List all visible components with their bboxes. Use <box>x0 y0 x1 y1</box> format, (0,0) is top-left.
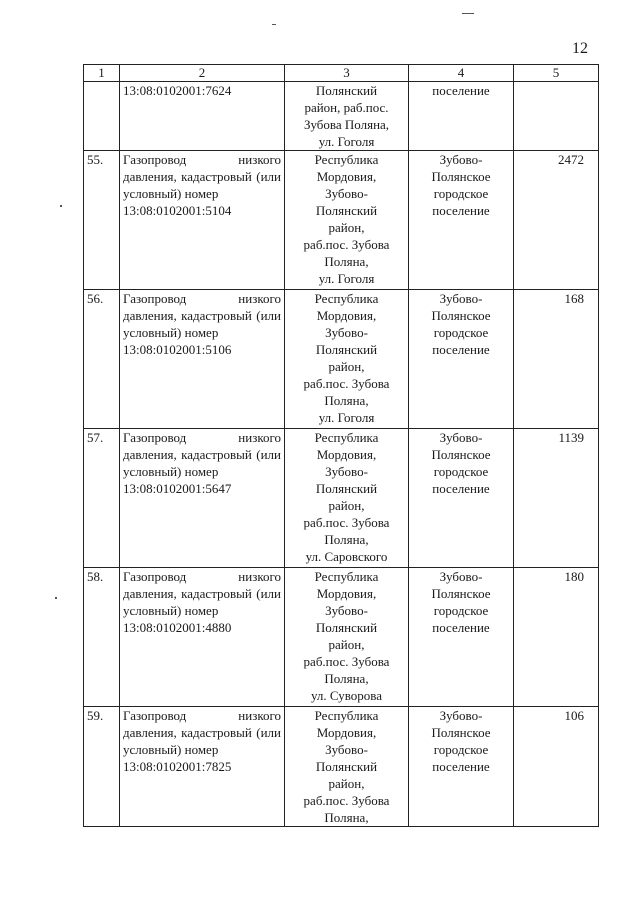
table-row <box>84 290 599 429</box>
object-description: Газопровод низкого давления, кадастровый (или условный) номер <box>123 430 281 479</box>
object-description-cell <box>120 429 285 568</box>
table-row <box>84 707 599 827</box>
location-line: Мордовия, <box>316 725 377 740</box>
location-line: Республика <box>314 708 379 723</box>
location-line: Республика <box>314 291 379 306</box>
settlement-cell <box>409 290 514 429</box>
settlement-line: поселение <box>432 203 490 218</box>
location-line: раб.пос. Зубова <box>303 793 390 808</box>
scan-speck <box>60 205 62 207</box>
cadastral-number: 13:08:0102001:5106 <box>123 342 232 357</box>
location-line: раб.пос. Зубова <box>303 654 390 669</box>
column-header: 5 <box>514 65 599 82</box>
location-line: Зубова Поляна, <box>303 117 390 132</box>
settlement-line: Зубово- <box>439 569 483 584</box>
row-number-cell <box>84 82 120 151</box>
length-cell <box>514 82 599 151</box>
object-description: Газопровод низкого давления, кадастровый (или условный) номер <box>123 569 281 618</box>
location-line: Мордовия, <box>316 586 377 601</box>
settlement-line: Зубово- <box>439 430 483 445</box>
location-line: Поляна, <box>324 810 369 825</box>
settlement-line: Полянское <box>431 586 491 601</box>
location-line: Республика <box>314 152 379 167</box>
length-value: 2472 <box>514 151 599 290</box>
settlement-line: поселение <box>432 481 490 496</box>
location-line: район, <box>328 220 365 235</box>
settlement-line: городское <box>433 325 489 340</box>
location-line: Мордовия, <box>316 447 377 462</box>
settlement-line: Зубово- <box>439 291 483 306</box>
location-line: Поляна, <box>324 254 369 269</box>
settlement-line: Зубово- <box>439 708 483 723</box>
settlement-line: городское <box>433 603 489 618</box>
settlement-line: городское <box>433 464 489 479</box>
table-row <box>84 151 599 290</box>
location-line: Мордовия, <box>316 169 377 184</box>
location-line: Зубово- <box>325 464 368 479</box>
location-line: Полянский <box>315 83 378 98</box>
settlement-line: Полянское <box>431 308 491 323</box>
continuation-row <box>84 82 599 151</box>
page-number: 12 <box>572 40 588 57</box>
table-row <box>84 429 599 568</box>
object-description-cell <box>120 707 285 827</box>
location-line: раб.пос. Зубова <box>303 376 390 391</box>
settlement-line: поселение <box>432 342 490 357</box>
location-line: Республика <box>314 430 379 445</box>
table-header-row <box>84 65 599 82</box>
cadastral-number: 13:08:0102001:4880 <box>123 620 232 635</box>
settlement-cell <box>409 568 514 707</box>
settlement-line: Полянское <box>431 169 491 184</box>
location-line: район, <box>328 498 365 513</box>
object-description: Газопровод низкого давления, кадастровый (или условный) номер <box>123 152 281 201</box>
location-line: Поляна, <box>324 393 369 408</box>
scan-speck <box>272 24 276 25</box>
location-cell <box>285 290 409 429</box>
location-line: район, раб.пос. <box>304 100 389 115</box>
settlement-line: Зубово- <box>439 152 483 167</box>
length-value: 106 <box>514 707 599 827</box>
settlement-cell <box>409 151 514 290</box>
cadastral-number: 13:08:0102001:5647 <box>123 481 232 496</box>
row-number: 59. <box>84 707 120 827</box>
table-row <box>84 568 599 707</box>
object-description: Газопровод низкого давления, кадастровый (или условный) номер <box>123 291 281 340</box>
location-line: район, <box>328 776 365 791</box>
location-line: раб.пос. Зубова <box>303 515 390 530</box>
settlement-line: поселение <box>432 759 490 774</box>
scan-speck <box>462 13 474 14</box>
column-header: 2 <box>120 65 285 82</box>
location-line: район, <box>328 359 365 374</box>
settlement-line: городское <box>433 186 489 201</box>
settlement-cell <box>409 429 514 568</box>
settlement-line: Полянское <box>431 447 491 462</box>
location-line: Зубово- <box>325 742 368 757</box>
location-line: Мордовия, <box>316 308 377 323</box>
settlement-line: городское <box>433 742 489 757</box>
location-cell <box>285 429 409 568</box>
location-line: ул. Гоголя <box>318 271 375 286</box>
length-value: 168 <box>514 290 599 429</box>
registry-table <box>83 64 599 827</box>
location-line: Полянский <box>315 620 378 635</box>
object-description: Газопровод низкого давления, кадастровый (или условный) номер <box>123 708 281 757</box>
location-line: ул. Гоголя <box>318 410 375 425</box>
cadastral-number: 13:08:0102001:7825 <box>123 759 232 774</box>
object-description-cell <box>120 151 285 290</box>
location-line: Зубово- <box>325 603 368 618</box>
row-number: 55. <box>84 151 120 290</box>
location-line: Полянский <box>315 342 378 357</box>
object-description-cell <box>120 290 285 429</box>
location-line: Полянский <box>315 203 378 218</box>
settlement-line: Полянское <box>431 725 491 740</box>
column-header: 3 <box>285 65 409 82</box>
column-header: 1 <box>84 65 120 82</box>
cadastral-number: 13:08:0102001:7624 <box>120 82 285 151</box>
row-number: 56. <box>84 290 120 429</box>
location-line: ул. Саровского <box>305 549 388 564</box>
length-value: 1139 <box>514 429 599 568</box>
location-line: район, <box>328 637 365 652</box>
location-cell <box>285 151 409 290</box>
location-line: Зубово- <box>325 186 368 201</box>
location-line: раб.пос. Зубова <box>303 237 390 252</box>
location-line: Полянский <box>315 481 378 496</box>
location-cell <box>285 82 409 151</box>
settlement-line: поселение <box>432 620 490 635</box>
location-line: Полянский <box>315 759 378 774</box>
location-line: Зубово- <box>325 325 368 340</box>
cadastral-number: 13:08:0102001:5104 <box>123 203 232 218</box>
location-line: ул. Гоголя <box>318 134 375 149</box>
location-cell <box>285 568 409 707</box>
column-header: 4 <box>409 65 514 82</box>
location-line: Республика <box>314 569 379 584</box>
row-number: 57. <box>84 429 120 568</box>
row-number: 58. <box>84 568 120 707</box>
scan-speck <box>55 597 57 599</box>
object-description-cell <box>120 568 285 707</box>
length-value: 180 <box>514 568 599 707</box>
settlement-cell: поселение <box>409 82 514 151</box>
location-line: Поляна, <box>324 532 369 547</box>
location-line: Поляна, <box>324 671 369 686</box>
settlement-cell <box>409 707 514 827</box>
location-cell <box>285 707 409 827</box>
location-line: ул. Суворова <box>310 688 383 703</box>
